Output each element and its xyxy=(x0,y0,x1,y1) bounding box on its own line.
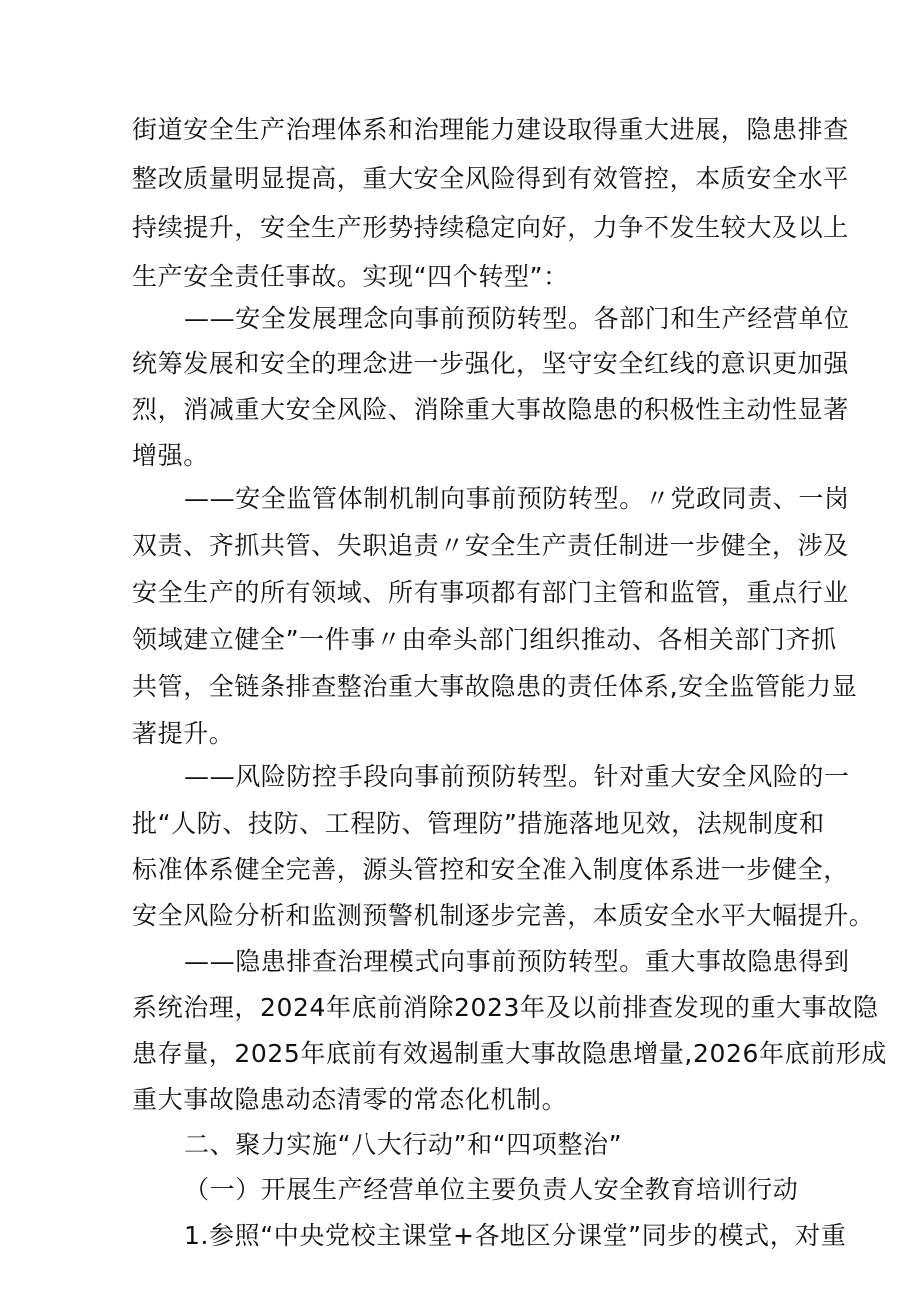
text-line: 批“人防、技防、工程防、管理防”措施落地见效，法规制度和 xyxy=(132,809,825,838)
text-line: ——安全监管体制机制向事前预防转型。〃党政同责、一岗 xyxy=(184,484,850,513)
text-line: 共管，全链条排查整治重大事故隐患的责任体系,安全监管能力显 xyxy=(132,672,858,701)
text-line: 持续提升，安全生产形势持续稳定向好，力争不发生较大及以上 xyxy=(132,213,849,242)
text-line: 生产安全责任事故。实现“四个转型”： xyxy=(132,262,569,291)
text-line: ——风险防控手段向事前预防转型。针对重大安全风险的一 xyxy=(184,762,850,791)
text-line: 安全生产的所有领域、所有事项都有部门主管和监管，重点行业 xyxy=(132,578,849,607)
text-line: 安全风险分析和监测预警机制逐步完善，本质安全水平大幅提升。 xyxy=(132,901,875,930)
text-line: 著提升。 xyxy=(132,719,235,748)
text-line: 烈，消减重大安全风险、消除重大事故隐患的积极性主动性显著 xyxy=(132,395,849,424)
text-line: 统筹发展和安全的理念进一步强化，坚守安全红线的意识更加强 xyxy=(132,349,849,378)
text-line: 系统治理，2024年底前消除2023年及以前排查发现的重大事故隐 xyxy=(132,993,879,1022)
text-line: 增强。 xyxy=(132,441,209,470)
text-line: ——安全发展理念向事前预防转型。各部门和生产经营单位 xyxy=(184,304,850,333)
section-heading: 二、聚力实施“八大行动”和“四项整治” xyxy=(184,1130,623,1159)
text-line: 街道安全生产治理体系和治理能力建设取得重大进展，隐患排查 xyxy=(132,115,849,144)
text-line: 双责、齐抓共管、失职追责〃安全生产责任制进一步健全，涉及 xyxy=(132,531,849,560)
text-line: 整改质量明显提高，重大安全风险得到有效管控，本质安全水平 xyxy=(132,164,849,193)
text-line: 患存量，2025年底前有效遏制重大事故隐患增量,2026年底前形成 xyxy=(132,1039,887,1068)
text-line: 标准体系健全完善，源头管控和安全准入制度体系进一步健全， xyxy=(132,855,849,884)
subsection-heading: （一）开展生产经营单位主要负责人安全教育培训行动 xyxy=(184,1175,799,1204)
text-line: ——隐患排查治理模式向事前预防转型。重大事故隐患得到 xyxy=(184,947,850,976)
text-line: 1.参照“中央党校主课堂+各地区分课堂”同步的模式，对重 xyxy=(184,1221,847,1250)
text-line: 重大事故隐患动态清零的常态化机制。 xyxy=(132,1085,568,1114)
text-line: 领域建立健全”一件事〃由牵头部门组织推动、各相关部门齐抓 xyxy=(132,625,837,654)
